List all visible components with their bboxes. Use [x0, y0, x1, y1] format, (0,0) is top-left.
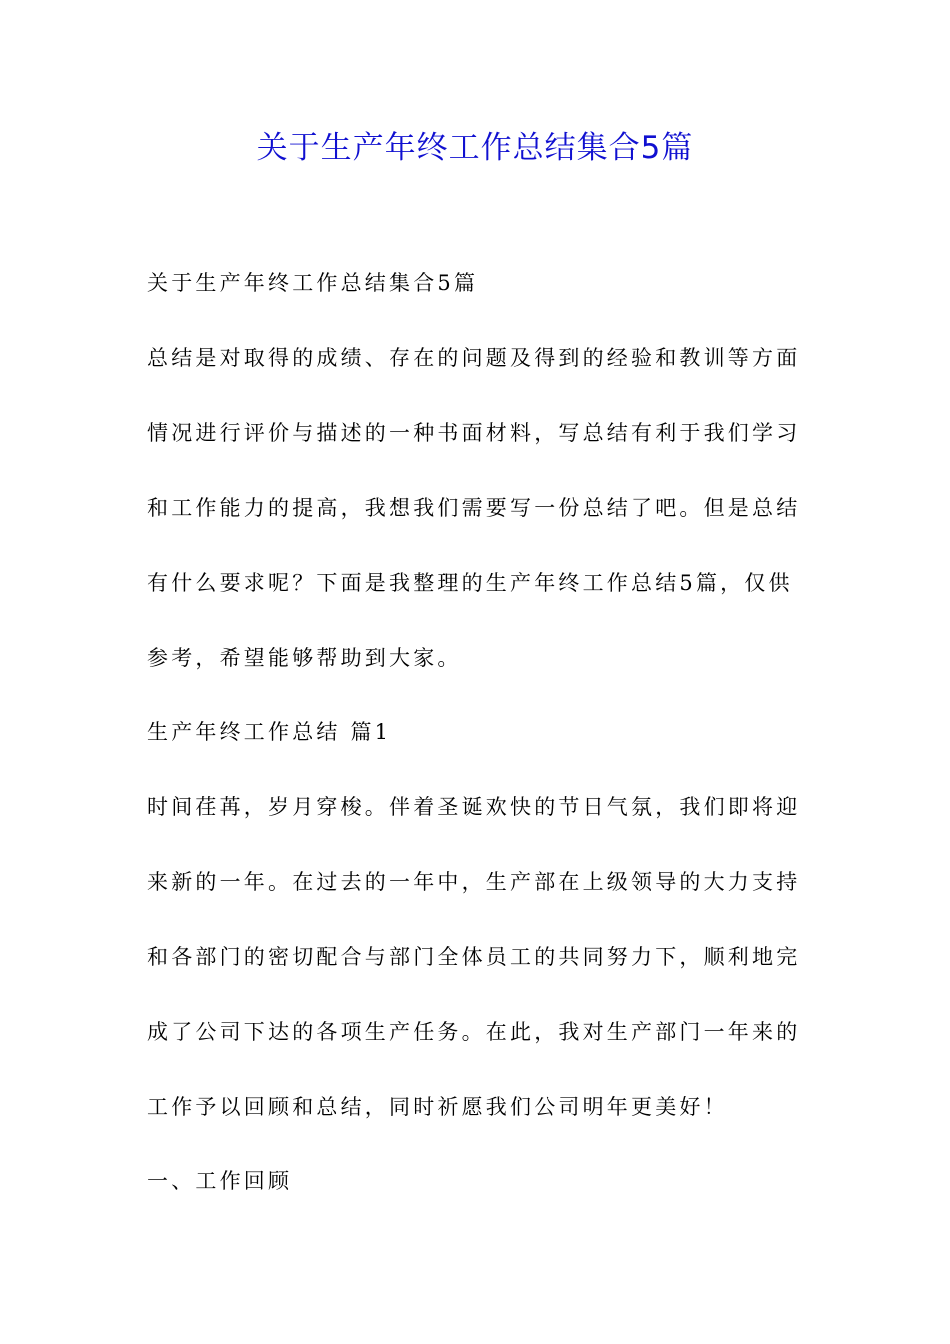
body-line: 和工作能力的提高，我想我们需要写一份总结了吧。但是总结 — [147, 496, 801, 520]
body-line: 成了公司下达的各项生产任务。在此，我对生产部门一年来的 — [147, 1020, 801, 1044]
body-line: 参考，希望能够帮助到大家。 — [147, 646, 462, 670]
body-line: 和各部门的密切配合与部门全体员工的共同努力下，顺利地完 — [147, 945, 801, 969]
document-title: 关于生产年终工作总结集合5篇 — [256, 130, 694, 166]
section-heading: 一、工作回顾 — [147, 1169, 293, 1193]
subtitle-line: 关于生产年终工作总结集合5篇 — [147, 271, 479, 295]
body-line: 来新的一年。在过去的一年中，生产部在上级领导的大力支持 — [147, 870, 801, 894]
body-line: 有什么要求呢？下面是我整理的生产年终工作总结5篇，仅供 — [147, 571, 793, 595]
body-line: 情况进行评价与描述的一种书面材料，写总结有利于我们学习 — [147, 421, 801, 445]
body-line: 总结是对取得的成绩、存在的问题及得到的经验和教训等方面 — [147, 346, 801, 370]
section-heading: 生产年终工作总结 篇1 — [147, 720, 392, 744]
body-line: 时间荏苒，岁月穿梭。伴着圣诞欢快的节日气氛，我们即将迎 — [147, 795, 801, 819]
body-line: 工作予以回顾和总结，同时祈愿我们公司明年更美好！ — [147, 1095, 728, 1119]
